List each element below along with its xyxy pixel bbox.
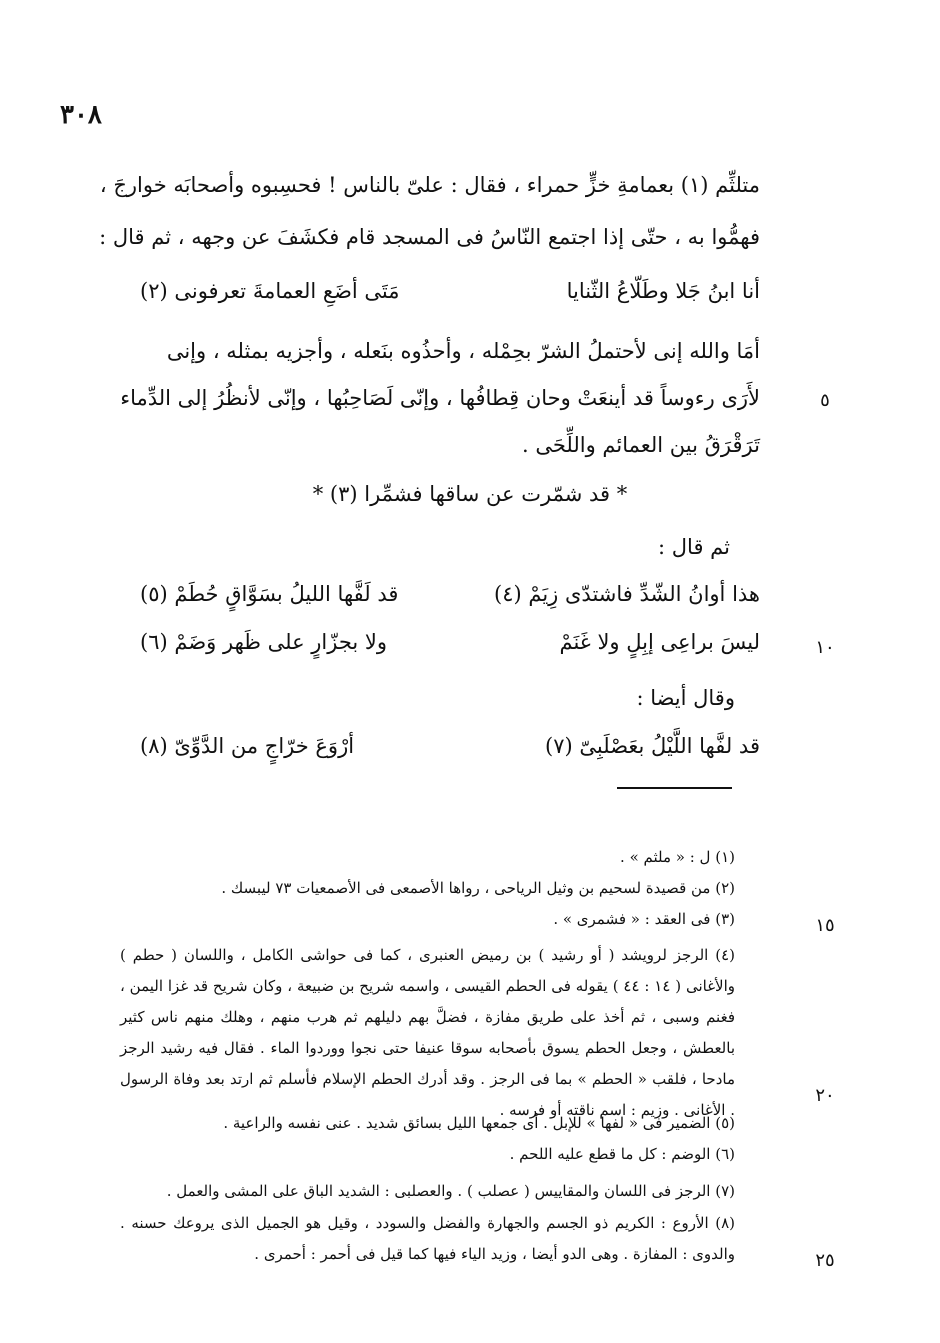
footnote-separator bbox=[617, 787, 732, 789]
half-verse: * قد شمّرت عن ساقها فشمِّرا (٣) * bbox=[312, 482, 628, 506]
verse-2-second-hemistich: قد لَفَّها الليلُ بسَوَّاقٍ حُطَمْ (٥) bbox=[140, 582, 399, 606]
footnote-2: (٢) من قصيدة لسحيم بن وثيل الرياحى ، رواها الأصمعى فى الأصمعيات ٧٣ ليبسك . bbox=[221, 879, 735, 897]
line-number-15: ١٥ bbox=[815, 915, 835, 936]
body-line-1: متلثِّم (١) بعمامةِ خزٍّ حمراء ، فقال : علىّ بالناس ! فحسِبوه وأصحابَه خوارجَ ، bbox=[99, 173, 760, 197]
footnote-1: (١) ل : « ملثم » . bbox=[620, 848, 735, 866]
footnote-7: (٧) الرجز فى اللسان والمقاييس ( عصلب ) . والعصلبى : الشديد الباق على المشى والعمل . bbox=[166, 1182, 735, 1200]
body-line-3: أمَا والله إنى لأحتملُ الشرّ بحِمْله ، وأحذُوه بنَعله ، وأجزيه بمثله ، وإنى bbox=[166, 339, 760, 363]
also-said-label: وقال أيضا : bbox=[636, 686, 735, 710]
verse-4 bbox=[140, 734, 760, 774]
line-number-10: ١٠ bbox=[815, 637, 835, 658]
body-line-2: فهمُّوا به ، حتّى إذا اجتمع النّاسُ فى المسجد قام فكشَفَ عن وجهه ، ثم قال : bbox=[99, 225, 760, 249]
verse-3-first-hemistich: ليسَ براعِى إبِلٍ ولا غَنَمْ bbox=[559, 630, 760, 654]
verse-3-second-hemistich: ولا بجزّارٍ على ظَهر وَضَمْ (٦) bbox=[140, 630, 388, 654]
footnote-8: (٨) الأروع : الكريم ذو الجسم والجهارة والفضل والسودد ، وقيل هو الجميل الذى يروعك حسنه . والدوى : المفازة . وهى الدو أيضا ، وزيد الياء فيها كما قيل فى أحمر : أحمرى . bbox=[120, 1214, 735, 1263]
body-line-4: لأَرَى رءوساً قد أينعَتْ وحان قِطافُها ، وإنّى لَصَاحِبُها ، وإنّى لأنظُرُ إلى الدِّماء bbox=[120, 386, 760, 410]
line-number-20: ٢٠ bbox=[815, 1085, 835, 1106]
footnote-4: (٤) الرجز لرويشد ( أو رشيد ) بن رميض العنبرى ، كما فى حواشى الكامل ، واللسان ( حطم ) والأغانى ( ١٤ : ٤٤ ) يقوله فى الحطم القيسى ، واسمه شريح بن ضبيعة ، وكان شريح قد غزا اليمن ، فغنم وسبى ، ثم أخذ على طريق مفازة ، فضلَّ بهم دليلهم ثم هرب منهم ، وهلك منهم ناس كثير بالعطش ، وجعل الحطم يسوق بأصحابه سوقا عنيفا حتى نجوا ووردوا الماء . فقال فيه رشيد الرجز مادحا ، فلقب « الحطم » بما فى الرجز . وقد أدرك الحطم الإسلام فأسلم ثم ارتد بعد وفاة الرسول . الأغانى . وزيم : اسم ناقته أو فرسه . bbox=[120, 946, 736, 1119]
footnote-6: (٦) الوضم : كل ما قطع عليه اللحم . bbox=[509, 1145, 735, 1163]
verse-2-first-hemistich: هذا أوانُ الشّدِّ فاشتدّى زِيَمْ (٤) bbox=[494, 582, 760, 606]
body-line-5: تَرَقْرَقُ بين العمائم واللِّحَى . bbox=[521, 433, 760, 457]
line-number-5: ٥ bbox=[820, 390, 830, 411]
verse-4-first-hemistich: قد لفَّها اللَّيْلُ بعَصْلَبِىّ (٧) bbox=[545, 734, 760, 758]
verse-1 bbox=[140, 279, 760, 319]
verse-1-second-hemistich: مَتَى أضَعِ العمامةَ تعرفونى (٢) bbox=[140, 279, 400, 303]
footnote-5: (٥) الضمير فى « لفها » للإبل . أى جمعها الليل بسائق شديد . عنى نفسه والراعية . bbox=[223, 1114, 735, 1132]
verse-1-first-hemistich: أنا ابنُ جَلا وطَلّاعُ الثّنايا bbox=[566, 279, 760, 303]
verse-2 bbox=[140, 582, 760, 622]
line-number-25: ٢٥ bbox=[815, 1250, 835, 1271]
page-number: ٣٠٨ bbox=[60, 100, 102, 130]
verse-3 bbox=[140, 630, 760, 670]
footnote-3: (٣) فى العقد : « فشمرى » . bbox=[553, 910, 735, 928]
verse-4-second-hemistich: أرْوَعَ خرّاجٍ من الدَّوِّىّ (٨) bbox=[140, 734, 355, 758]
then-said-label: ثم قال : bbox=[658, 535, 730, 559]
